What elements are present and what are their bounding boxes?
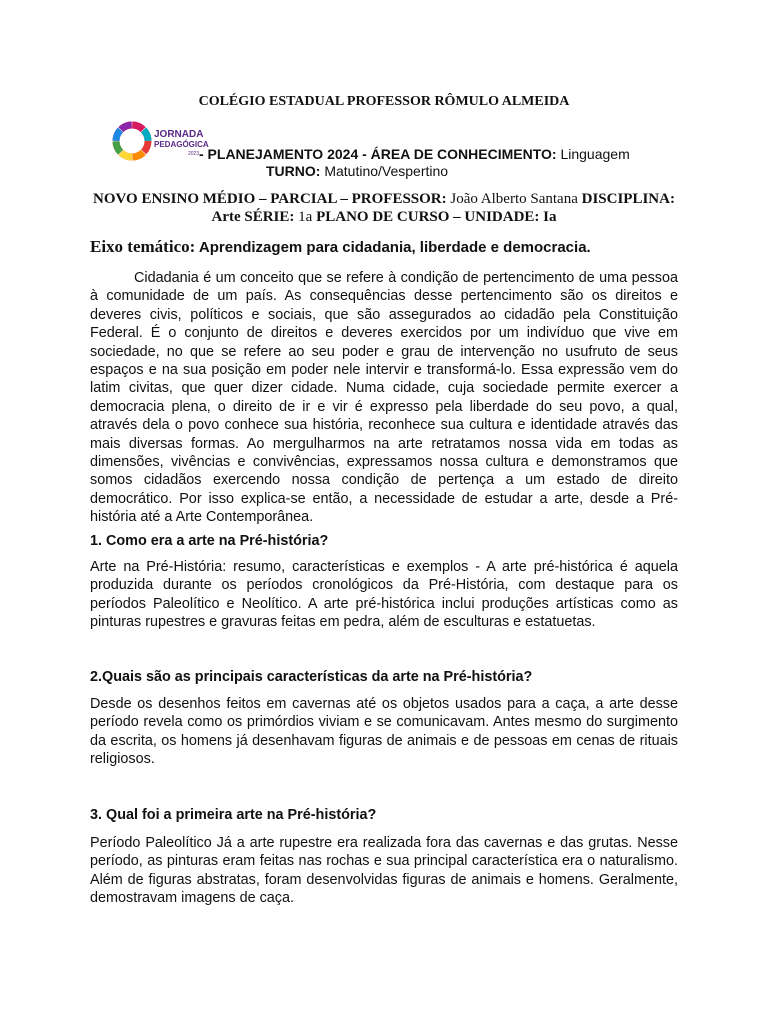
intro-paragraph: Cidadania é um conceito que se refere à condição de pertencimento de uma pessoa à comunidade de um país. As consequências desse pertencimento são os direitos e deveres civis, políticos e sociais, que são assegurados ao cidadão pela Constituição Federal. É o conjunto de direitos e deveres exercidos por um indivíduo que vive em sociedade, no que se refere ao seu poder e grau de intervenção no usufruto de seus espaços e na sua posição em poder nele intervir e transformá-lo. Essa expressão vem do latim civitas, que quer dizer cidade. Numa cidade, cuja sociedade permite exercer a democracia plena, o direito de ir e vir é expresso pela liberdade do seu povo, a qual, através dela o povo conhece sua história, reconhece sua cultura e identidade através das mais diversas formas. Ao mergulharmos na arte retratamos nossa vida em todas as dimensões, vivências e convivências, expressamos nossa cultura e demonstramos que somos cidadãos exercendo nossa condição de pertença a um estado de direito democrático. Por isso explica-se então, a necessidade de estudar a arte, desde a Pré-história até a Arte Contemporânea. (90, 270, 678, 526)
meta-label-4: PLANO DE CURSO – UNIDADE: Ia (316, 209, 557, 225)
area-value: Linguagem (556, 146, 630, 162)
turno-value: Matutino/Vespertino (320, 163, 449, 179)
serie-value: 1a (294, 209, 317, 225)
school-name: COLÉGIO ESTADUAL PROFESSOR RÔMULO ALMEIDA (198, 94, 570, 109)
logo-ring-icon (116, 125, 148, 157)
answer-1: Arte na Pré-História: resumo, características e exemplos - A arte pré-histórica é aquela produzida durante os períodos cronológicos da Pré-História, com destaque para os períodos Paleolítico e Neolítico. A arte pré-histórica inclui produções artísticas como as pinturas rupestres e gravuras feitas em pedra, além de esculturas e estatuetas. (90, 559, 678, 631)
logo-text-3: 2023 (188, 151, 200, 157)
turno-line (266, 163, 448, 179)
logo-text-1: JORNADA (154, 129, 204, 140)
logo-text-2: PEDAGÓGICA (154, 140, 209, 149)
question-2: 2.Quais são as principais características da arte na Pré-história? (90, 669, 533, 685)
plan-line (199, 146, 759, 162)
question-1: 1. Como era a arte na Pré-história? (90, 533, 329, 549)
answer-3: Período Paleolítico Já a arte rupestre era realizada fora das cavernas e das grutas. Nesse período, as pinturas eram feitas nas rochas e sua principal característica era o naturalismo. Além de figuras abstratas, foram desenvolvidas figuras de animais e homens. Geralmente, demostravam imagens de caça. (90, 835, 678, 907)
eixo-tematico (90, 237, 690, 257)
professor-name: João Alberto Santana (446, 191, 582, 207)
plan-prefix: - PLANEJAMENTO 2024 - ÁREA DE CONHECIMENTO: (199, 146, 557, 162)
turno-label: TURNO: (266, 163, 321, 179)
meta-label-2: DISCIPLINA: (581, 191, 675, 207)
eixo-text: Aprendizagem para cidadania, liberdade e democracia. (195, 239, 591, 256)
meta-label-3: Arte SÉRIE: (211, 209, 295, 225)
eixo-label: Eixo temático: (90, 237, 196, 256)
course-meta (80, 190, 688, 226)
question-3: 3. Qual foi a primeira arte na Pré-história? (90, 807, 377, 823)
meta-label-1: NOVO ENSINO MÉDIO – PARCIAL – PROFESSOR: (93, 191, 447, 207)
answer-2: Desde os desenhos feitos em cavernas até os objetos usados para a caça, a arte desse período revela como os primórdios viviam e se comunicavam. Antes mesmo do surgimento da escrita, os homens já desenhavam figuras de animais e de pessoas em cenas de rituais religiosos. (90, 696, 678, 768)
